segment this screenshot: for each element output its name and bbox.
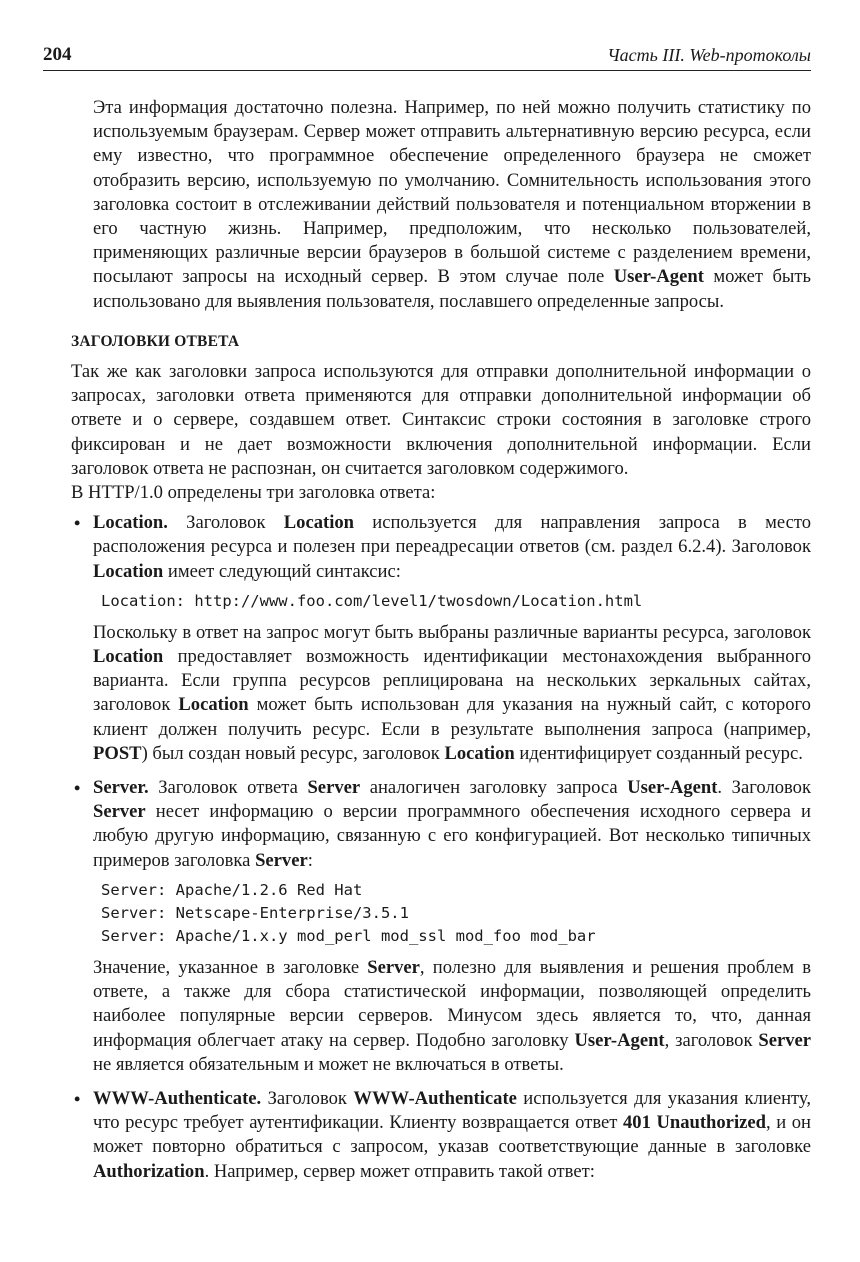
body-text: используется для указания клиенту, что ресурс требует аутентификации. Клиенту возвращается ответ [93, 1087, 811, 1134]
body-text: может быть использован для указания на нужный сайт, с которого клиент должен получить ресурс. Если в результате выполнения запроса (например, [93, 694, 811, 740]
body-text: аналогичен заголовку запроса [360, 777, 628, 799]
code-line: Server: Apache/1.x.y mod_perl mod_ssl mod_foo mod_bar [101, 926, 596, 945]
bullet-icon: • [74, 778, 81, 799]
running-title: Часть III. Web-протоколы [607, 45, 811, 65]
page-content [71, 96, 812, 1194]
term-user-agent: User-Agent [613, 266, 704, 288]
response-headers-list [74, 511, 812, 1183]
term-server: Server [367, 956, 420, 978]
term-server: Server [255, 849, 308, 871]
term-server: Server [93, 801, 146, 823]
section-heading: ЗАГОЛОВКИ ОТВЕТА [71, 332, 240, 350]
list-item-location [74, 511, 811, 766]
term-authorization: Authorization [93, 1160, 205, 1182]
term-user-agent: User-Agent [627, 777, 718, 799]
page-number: 204 [43, 44, 72, 65]
body-text: Заголовок ответа [148, 777, 308, 799]
body-text: Поскольку в ответ на запрос могут быть выбраны различные варианты ресурса, заголовок [93, 621, 811, 643]
body-text: предоставляет возможность идентификации местонахождения выбранного варианта. Если группа ресурсов реплицирована на нескольких зеркальных сайтах, заголовок [93, 646, 811, 716]
list-intro: В HTTP/1.0 определены три заголовка ответа: [71, 482, 436, 504]
server-description [93, 956, 811, 1077]
body-text: Заголовок [261, 1087, 354, 1109]
server-paragraph [93, 776, 811, 873]
term-location: Location [93, 646, 164, 668]
term-location: Location [283, 512, 355, 534]
code-server-examples [101, 879, 811, 948]
body-text: . Например, сервер может отправить такой ответ: [204, 1160, 595, 1182]
section-body: Так же как заголовки запроса используются для отправки дополнительной информации о запросах, заголовки ответа применяются для отправки дополнительной информации об ответе и о сервере, создавшем ответ. Синтаксис строки состояния в заголовке строго фиксирован и не дает возможности включения дополнительной информации. Если заголовок ответа не распознан, он считается заголовком содержимого. [71, 361, 811, 479]
body-text: идентифицирует созданный ресурс. [514, 742, 803, 764]
term-location: Location [444, 742, 515, 764]
code-location: Location: http://www.foo.com/level1/twosdown/Location.html [101, 591, 643, 610]
body-text: Значение, указанное в заголовке [93, 956, 368, 978]
body-text: . Заголовок [717, 777, 812, 799]
page-header [43, 44, 811, 71]
term-location: Location [178, 694, 249, 716]
body-text: используется для направления запроса в место расположения ресурса и полезен при переадресации ответов (см. раздел 6.2.4). Заголовок [93, 512, 811, 558]
bullet-icon: • [74, 513, 81, 534]
body-text: Заголовок [167, 512, 284, 534]
intro-text: Эта информация достаточно полезна. Например, по ней можно получить статистику по используемым браузерам. Сервер может отправить альтернативную версию ресурса, если ему известно, что программное обеспечение определенного браузера не сможет отобразить версию, используемую по умолчанию. Сомнительность использования этого заголовка состоит в отслеживании действий пользователя и потенциальном вторжении в его частную жизнь. Например, предположим, что несколько пользователей, применяющих различные версии браузеров в большой системе с разделением времени, посылают запросы на исходный сервер. В этом случае поле [93, 97, 811, 288]
term-www-authenticate: WWW-Authenticate. [93, 1087, 262, 1109]
body-text: , полезно для выявления и решения проблем в ответе, а также для сбора статистической информации, позволяющей определить наиболее популярные версии серверов. Минусом здесь является то, что, данная информация облегчает атаку на сервер. Подобно заголовку [93, 956, 811, 1051]
intro-text: может быть использовано для выявления пользователя, пославшего определенные запросы. [93, 266, 812, 312]
list-item-server [74, 776, 812, 1077]
term-www-authenticate: WWW-Authenticate [353, 1087, 517, 1109]
term-401-unauthorized: 401 Unauthorized [622, 1112, 766, 1134]
location-paragraph [93, 511, 811, 584]
term-post: POST [93, 742, 142, 764]
term-user-agent: User-Agent [574, 1029, 665, 1051]
term-server: Server [758, 1029, 812, 1051]
body-text: , и он может повторно обратиться с запросом, указав соответствующие данные в заголовке [93, 1112, 811, 1158]
body-text: несет информацию о версии программного обеспечения исходного сервера и любую другую информацию, связанную с его конфигурацией. Вот несколько типичных примеров заголовка [93, 801, 811, 871]
body-text: , заголовок [664, 1029, 759, 1051]
www-authenticate-paragraph [93, 1087, 811, 1184]
intro-paragraph [93, 96, 811, 314]
code-line: Server: Apache/1.2.6 Red Hat [101, 880, 363, 899]
term-location: Location [93, 560, 164, 582]
term-location: Location. [93, 512, 168, 534]
bullet-icon: • [74, 1088, 81, 1109]
body-text: ) был создан новый ресурс, заголовок [141, 742, 445, 764]
term-server: Server. [93, 777, 149, 799]
body-text: : [307, 849, 313, 871]
body-text: не является обязательным и может не включаться в ответы. [93, 1053, 564, 1075]
list-item-www-authenticate [74, 1087, 811, 1184]
term-server: Server [307, 777, 361, 799]
location-description [93, 621, 811, 766]
code-line: Server: Netscape-Enterprise/3.5.1 [101, 903, 409, 922]
body-text: имеет следующий синтаксис: [163, 560, 401, 582]
